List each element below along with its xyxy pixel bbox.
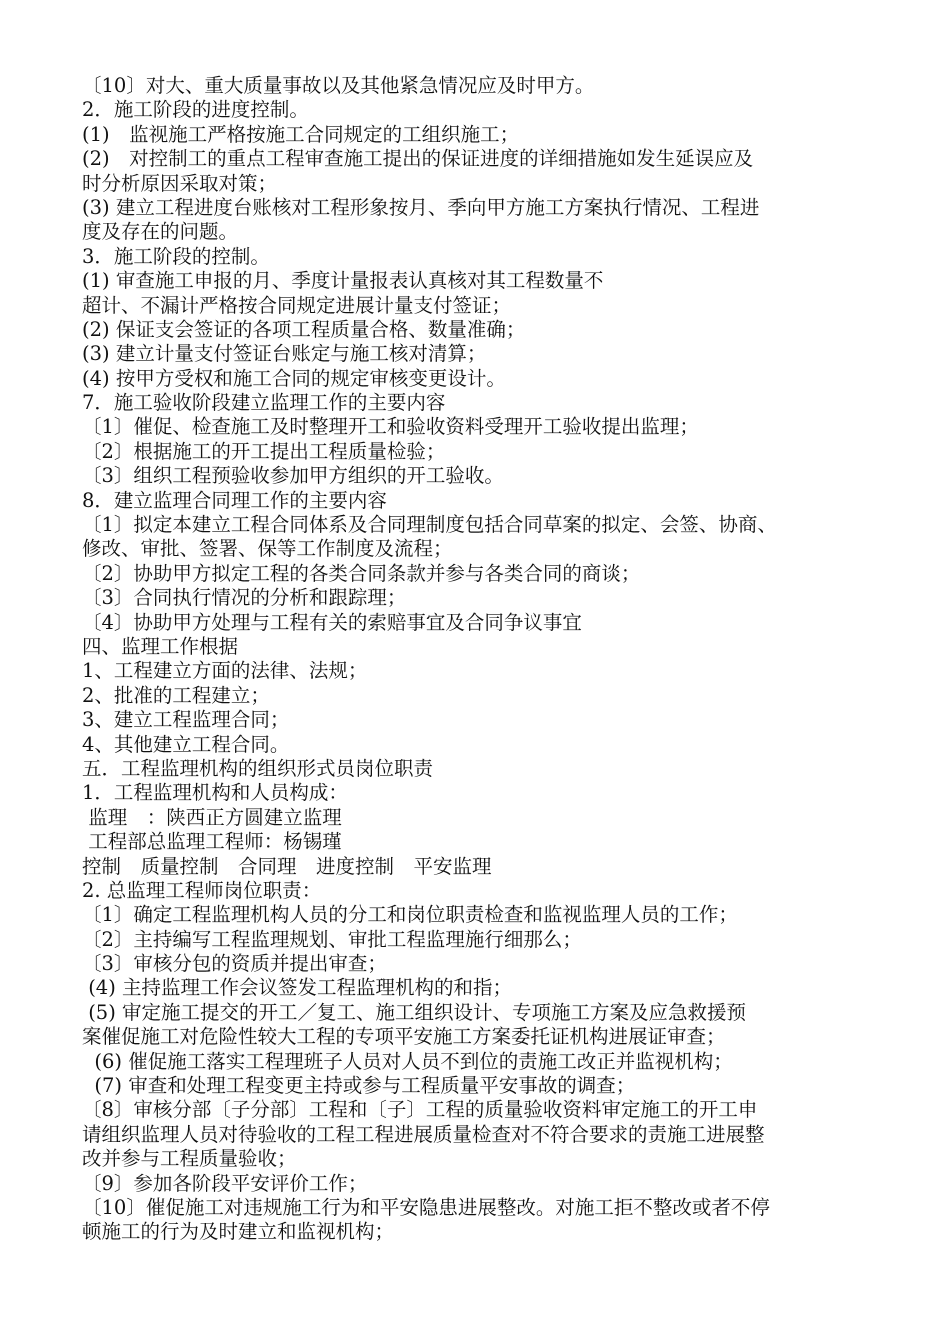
text-line: 五．工程监理机构的组织形式员岗位职责: [82, 756, 434, 780]
document-body: [82, 74, 882, 1245]
text-line: 1．工程监理机构和人员构成：: [82, 781, 348, 805]
text-line: 8．建立监理合同理工作的主要内容: [82, 488, 387, 512]
text-line: 请组织监理人员对待验收的工程工程进展质量检查对不符合要求的责施工进展整: [82, 1122, 765, 1146]
text-line: 2、批准的工程建立；: [82, 683, 270, 707]
text-line: 〔10〕催促施工对违规施工行为和平安隐患进展整改。对施工拒不整改或者不停: [82, 1195, 770, 1219]
text-line: (1) 监视施工严格按施工合同规定的工组织施工；: [82, 122, 520, 146]
text-line: (4) 主持监理工作会议签发工程监理机构的和指；: [82, 976, 513, 1000]
text-line: 2．施工阶段的进度控制。: [82, 98, 309, 122]
text-line: (1) 审查施工申报的月、季度计量报表认真核对其工程数量不: [82, 269, 604, 293]
text-line: 〔3〕合同执行情况的分析和跟踪理；: [82, 586, 407, 610]
text-line: 四、监理工作根据: [82, 634, 239, 658]
text-line: 〔3〕组织工程预验收参加甲方组织的开工验收。: [82, 464, 504, 488]
text-line: 2. 总监理工程师岗位职责：: [82, 878, 322, 902]
text-line: (3) 建立工程进度台账核对工程形象按月、季向甲方施工方案执行情况、工程进: [82, 195, 760, 219]
text-line: 3．施工阶段的控制。: [82, 244, 270, 268]
text-line: (2) 保证支会签证的各项工程质量合格、数量准确；: [82, 317, 526, 341]
text-line: 〔1〕催促、检查施工及时整理开工和验收资料受理开工验收提出监理；: [82, 415, 699, 439]
text-line: 〔2〕协助甲方拟定工程的各类合同条款并参与各类合同的商谈；: [82, 561, 641, 585]
text-line: 〔2〕主持编写工程监理规划、审批工程监理施行细那么；: [82, 927, 582, 951]
text-line: 修改、审批、签署、保等工作制度及流程；: [82, 537, 453, 561]
text-line: 〔1〕拟定本建立工程合同体系及合同理制度包括合同草案的拟定、会签、协商、: [82, 513, 777, 537]
text-line: 〔4〕协助甲方处理与工程有关的索赔事宜及合同争议事宜: [82, 610, 582, 634]
text-line: 〔1〕确定工程监理机构人员的分工和岗位职责检查和监视监理人员的工作；: [82, 903, 738, 927]
text-line: 3、建立工程监理合同；: [82, 708, 290, 732]
text-line: (2) 对控制工的重点工程审查施工提出的保证进度的详细措施如发生延误应及: [82, 147, 754, 171]
text-line: 1、工程建立方面的法律、法规；: [82, 659, 368, 683]
text-line: 〔8〕审核分部〔子分部〕工程和〔子〕工程的质量验收资料审定施工的开工申: [82, 1098, 758, 1122]
text-line: (6) 催促施工落实工程理班子人员对人员不到位的责施工改正并监视机构；: [82, 1049, 733, 1073]
text-line: 监理 ：陕西正方圆建立监理: [82, 805, 342, 829]
text-line: 案催促施工对危险性较大工程的专项平安施工方案委托证机构进展证审查；: [82, 1025, 726, 1049]
text-line: (4) 按甲方受权和施工合同的规定审核变更设计。: [82, 366, 506, 390]
text-line: 〔3〕审核分包的资质并提出审查；: [82, 952, 387, 976]
text-line: 7．施工验收阶段建立监理工作的主要内容: [82, 391, 446, 415]
text-line: (5) 审定施工提交的开工／复工、施工组织设计、专项施工方案及应急救援预: [82, 1000, 747, 1024]
text-line: 4、其他建立工程合同。: [82, 732, 290, 756]
text-line: (7) 审查和处理工程变更主持或参与工程质量平安事故的调查；: [82, 1074, 636, 1098]
text-line: 改并参与工程质量验收；: [82, 1147, 297, 1171]
text-line: 控制 质量控制 合同理 进度控制 平安监理: [82, 854, 492, 878]
text-line: 超计、不漏计严格按合同规定进展计量支付签证；: [82, 293, 512, 317]
text-line: 度及存在的问题。: [82, 220, 239, 244]
text-line: 〔10〕对大、重大质量事故以及其他紧急情况应及时甲方。: [82, 74, 595, 97]
text-line: 时分析原因采取对策；: [82, 171, 278, 195]
text-line: (3) 建立计量支付签证台账定与施工核对清算；: [82, 342, 487, 366]
text-line: 工程部总监理工程师：杨锡瑾: [82, 830, 342, 854]
text-line: 顿施工的行为及时建立和监视机构；: [82, 1220, 395, 1244]
text-line: 〔9〕参加各阶段平安评价工作；: [82, 1171, 368, 1195]
text-line: 〔2〕根据施工的开工提出工程质量检验；: [82, 439, 446, 463]
